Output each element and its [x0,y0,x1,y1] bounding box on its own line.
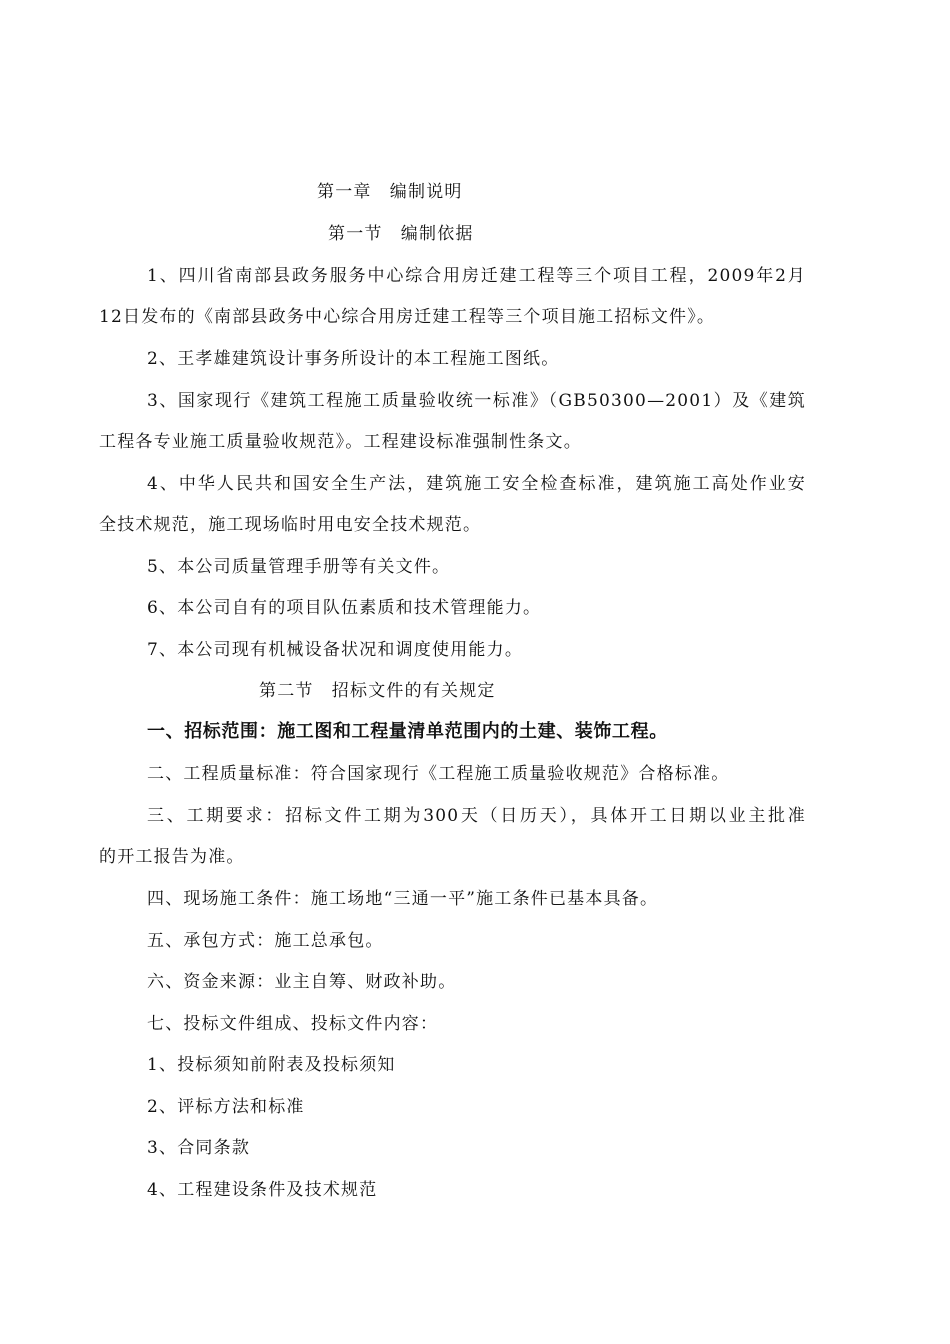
basis-item-continued: 工程各专业施工质量验收规范》。工程建设标准强制性条文。 [99,432,582,452]
bid-document-item: 4、工程建设条件及技术规范 [147,1180,378,1200]
bid-rule-item: 四、现场施工条件：施工场地“三通一平”施工条件已基本具备。 [147,889,659,909]
section-title: 第一节 编制依据 [328,224,474,244]
basis-item: 7、本公司现有机械设备状况和调度使用能力。 [147,640,524,660]
basis-item: 1、四川省南部县政务服务中心综合用房迁建工程等三个项目工程，2009年2月 [147,266,806,286]
basis-item: 4、中华人民共和国安全生产法，建筑施工安全检查标准，建筑施工高处作业安 [147,474,806,494]
bid-document-item: 3、合同条款 [147,1138,251,1158]
bid-rule-item: 七、投标文件组成、投标文件内容： [147,1014,439,1034]
bid-document-item: 1、投标须知前附表及投标须知 [147,1055,396,1075]
basis-item: 2、王孝雄建筑设计事务所设计的本工程施工图纸。 [147,349,560,369]
basis-item-continued: 全技术规范，施工现场临时用电安全技术规范。 [99,515,482,535]
basis-item: 3、国家现行《建筑工程施工质量验收统一标准》（GB50300—2001）及《建筑 [147,391,806,411]
chapter-title: 第一章 编制说明 [317,182,463,202]
bid-scope-heading: 一、招标范围：施工图和工程量清单范围内的土建、装饰工程。 [147,721,668,742]
basis-item: 5、本公司质量管理手册等有关文件。 [147,557,451,577]
bid-document-item: 2、评标方法和标准 [147,1097,305,1117]
basis-item-continued: 12日发布的《南部县政务中心综合用房迁建工程等三个项目施工招标文件》。 [99,307,716,327]
bid-rule-item: 三、工期要求：招标文件工期为300天（日历天），具体开工日期以业主批准 [147,806,806,826]
bid-rule-item: 二、工程质量标准：符合国家现行《工程施工质量验收规范》合格标准。 [147,764,730,784]
bid-rule-item: 六、资金来源：业主自筹、财政补助。 [147,972,457,992]
section-title: 第二节 招标文件的有关规定 [259,681,496,701]
bid-rule-item-continued: 的开工报告为准。 [99,847,245,867]
basis-item: 6、本公司自有的项目队伍素质和技术管理能力。 [147,598,542,618]
bid-rule-item: 五、承包方式：施工总承包。 [147,931,384,951]
